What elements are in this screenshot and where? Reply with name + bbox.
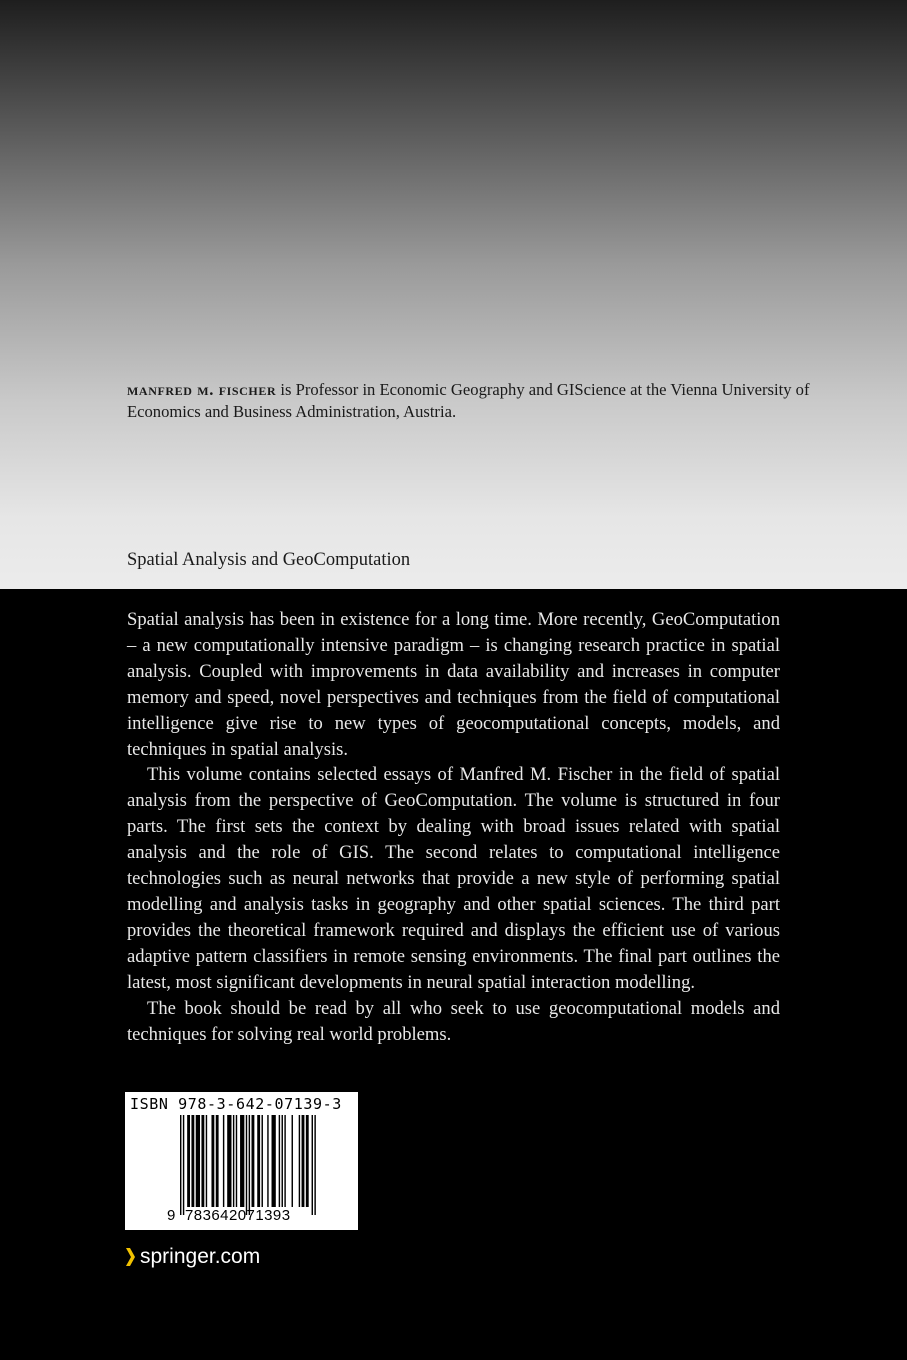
barcode-bar	[267, 1115, 268, 1207]
barcode-bar	[233, 1115, 234, 1207]
barcode-bar	[236, 1115, 237, 1207]
barcode-bar	[191, 1115, 194, 1207]
barcode-bar	[249, 1115, 250, 1215]
description-paragraph: The book should be read by all who seek to use geocomputational models and techniques for solving real world problems.	[127, 997, 780, 1045]
description-paragraph: This volume contains selected essays of Manfred M. Fischer in the field of spatial analysis from the perspective of GeoComputation. The volume is structured in four parts. The first sets the context by dealing with broad issues related with spatial analysis and the role of GIS. The second relates to computational intelligence technologies such as neural networks that provide a new style of performing spatial modelling and analysis tasks in geography and other spatial sciences. The third part provides the theoretical framework required and displays the efficient use of various adaptive pattern classifiers in remote sensing environments. The final part outlines the latest, most significant developments in neural spatial interaction modelling.	[127, 764, 780, 993]
barcode-bar	[187, 1115, 190, 1207]
book-title: Spatial Analysis and GeoComputation	[127, 550, 411, 570]
barcode-bar	[211, 1115, 214, 1207]
chevron-right-icon	[125, 1246, 136, 1268]
isbn-label: ISBN 978-3-642-07139-3	[130, 1095, 342, 1113]
author-bio-text: is Professor in Economic Geography and GIScience at the Vienna University of Economics and Business Administration, Austria.	[127, 380, 810, 421]
barcode-bar	[246, 1115, 247, 1215]
publisher-link[interactable]	[125, 1245, 260, 1269]
barcode-bar	[312, 1115, 313, 1215]
barcode-bar	[282, 1115, 283, 1207]
publisher-link-text: springer.com	[140, 1245, 261, 1268]
description-paragraph: Spatial analysis has been in existence for a long time. More recently, GeoComputation – a new computationally intensive paradigm – is changing research practice in spatial analysis. Coupled with improvements in data availability and increases in computer memory and speed, novel perspectives and techniques from the field of computational intelligence give rise to new types of geocomputational concepts, models, and techniques in spatial analysis.	[127, 609, 780, 760]
barcode-digit-lead: 9	[167, 1207, 176, 1224]
barcode-bar	[201, 1115, 204, 1207]
barcode-bar	[302, 1115, 305, 1207]
barcode-bar	[252, 1115, 255, 1207]
barcode-bar	[240, 1115, 244, 1207]
cover-top-panel	[0, 0, 907, 589]
barcode-bar	[306, 1115, 309, 1207]
barcode-bar	[272, 1115, 276, 1207]
barcode-bar	[279, 1115, 280, 1207]
barcode-bar	[284, 1115, 285, 1207]
barcode-bar	[180, 1115, 181, 1215]
barcode-bar	[299, 1115, 300, 1207]
barcode-bar	[206, 1115, 207, 1207]
barcode-bar	[227, 1115, 231, 1207]
barcode-bar	[257, 1115, 260, 1207]
author-name: manfred m. fischer	[127, 380, 277, 399]
isbn-barcode	[125, 1092, 358, 1230]
barcode-bar	[223, 1115, 224, 1207]
book-description	[127, 607, 780, 1047]
barcode-bar	[216, 1115, 219, 1207]
barcode-bar	[262, 1115, 263, 1207]
barcode-bar	[314, 1115, 315, 1215]
barcode-bar	[196, 1115, 200, 1207]
barcode-bar	[183, 1115, 184, 1215]
barcode-bar	[292, 1115, 293, 1207]
barcode-digits: 783642071393	[185, 1207, 291, 1224]
author-bio	[127, 379, 827, 423]
